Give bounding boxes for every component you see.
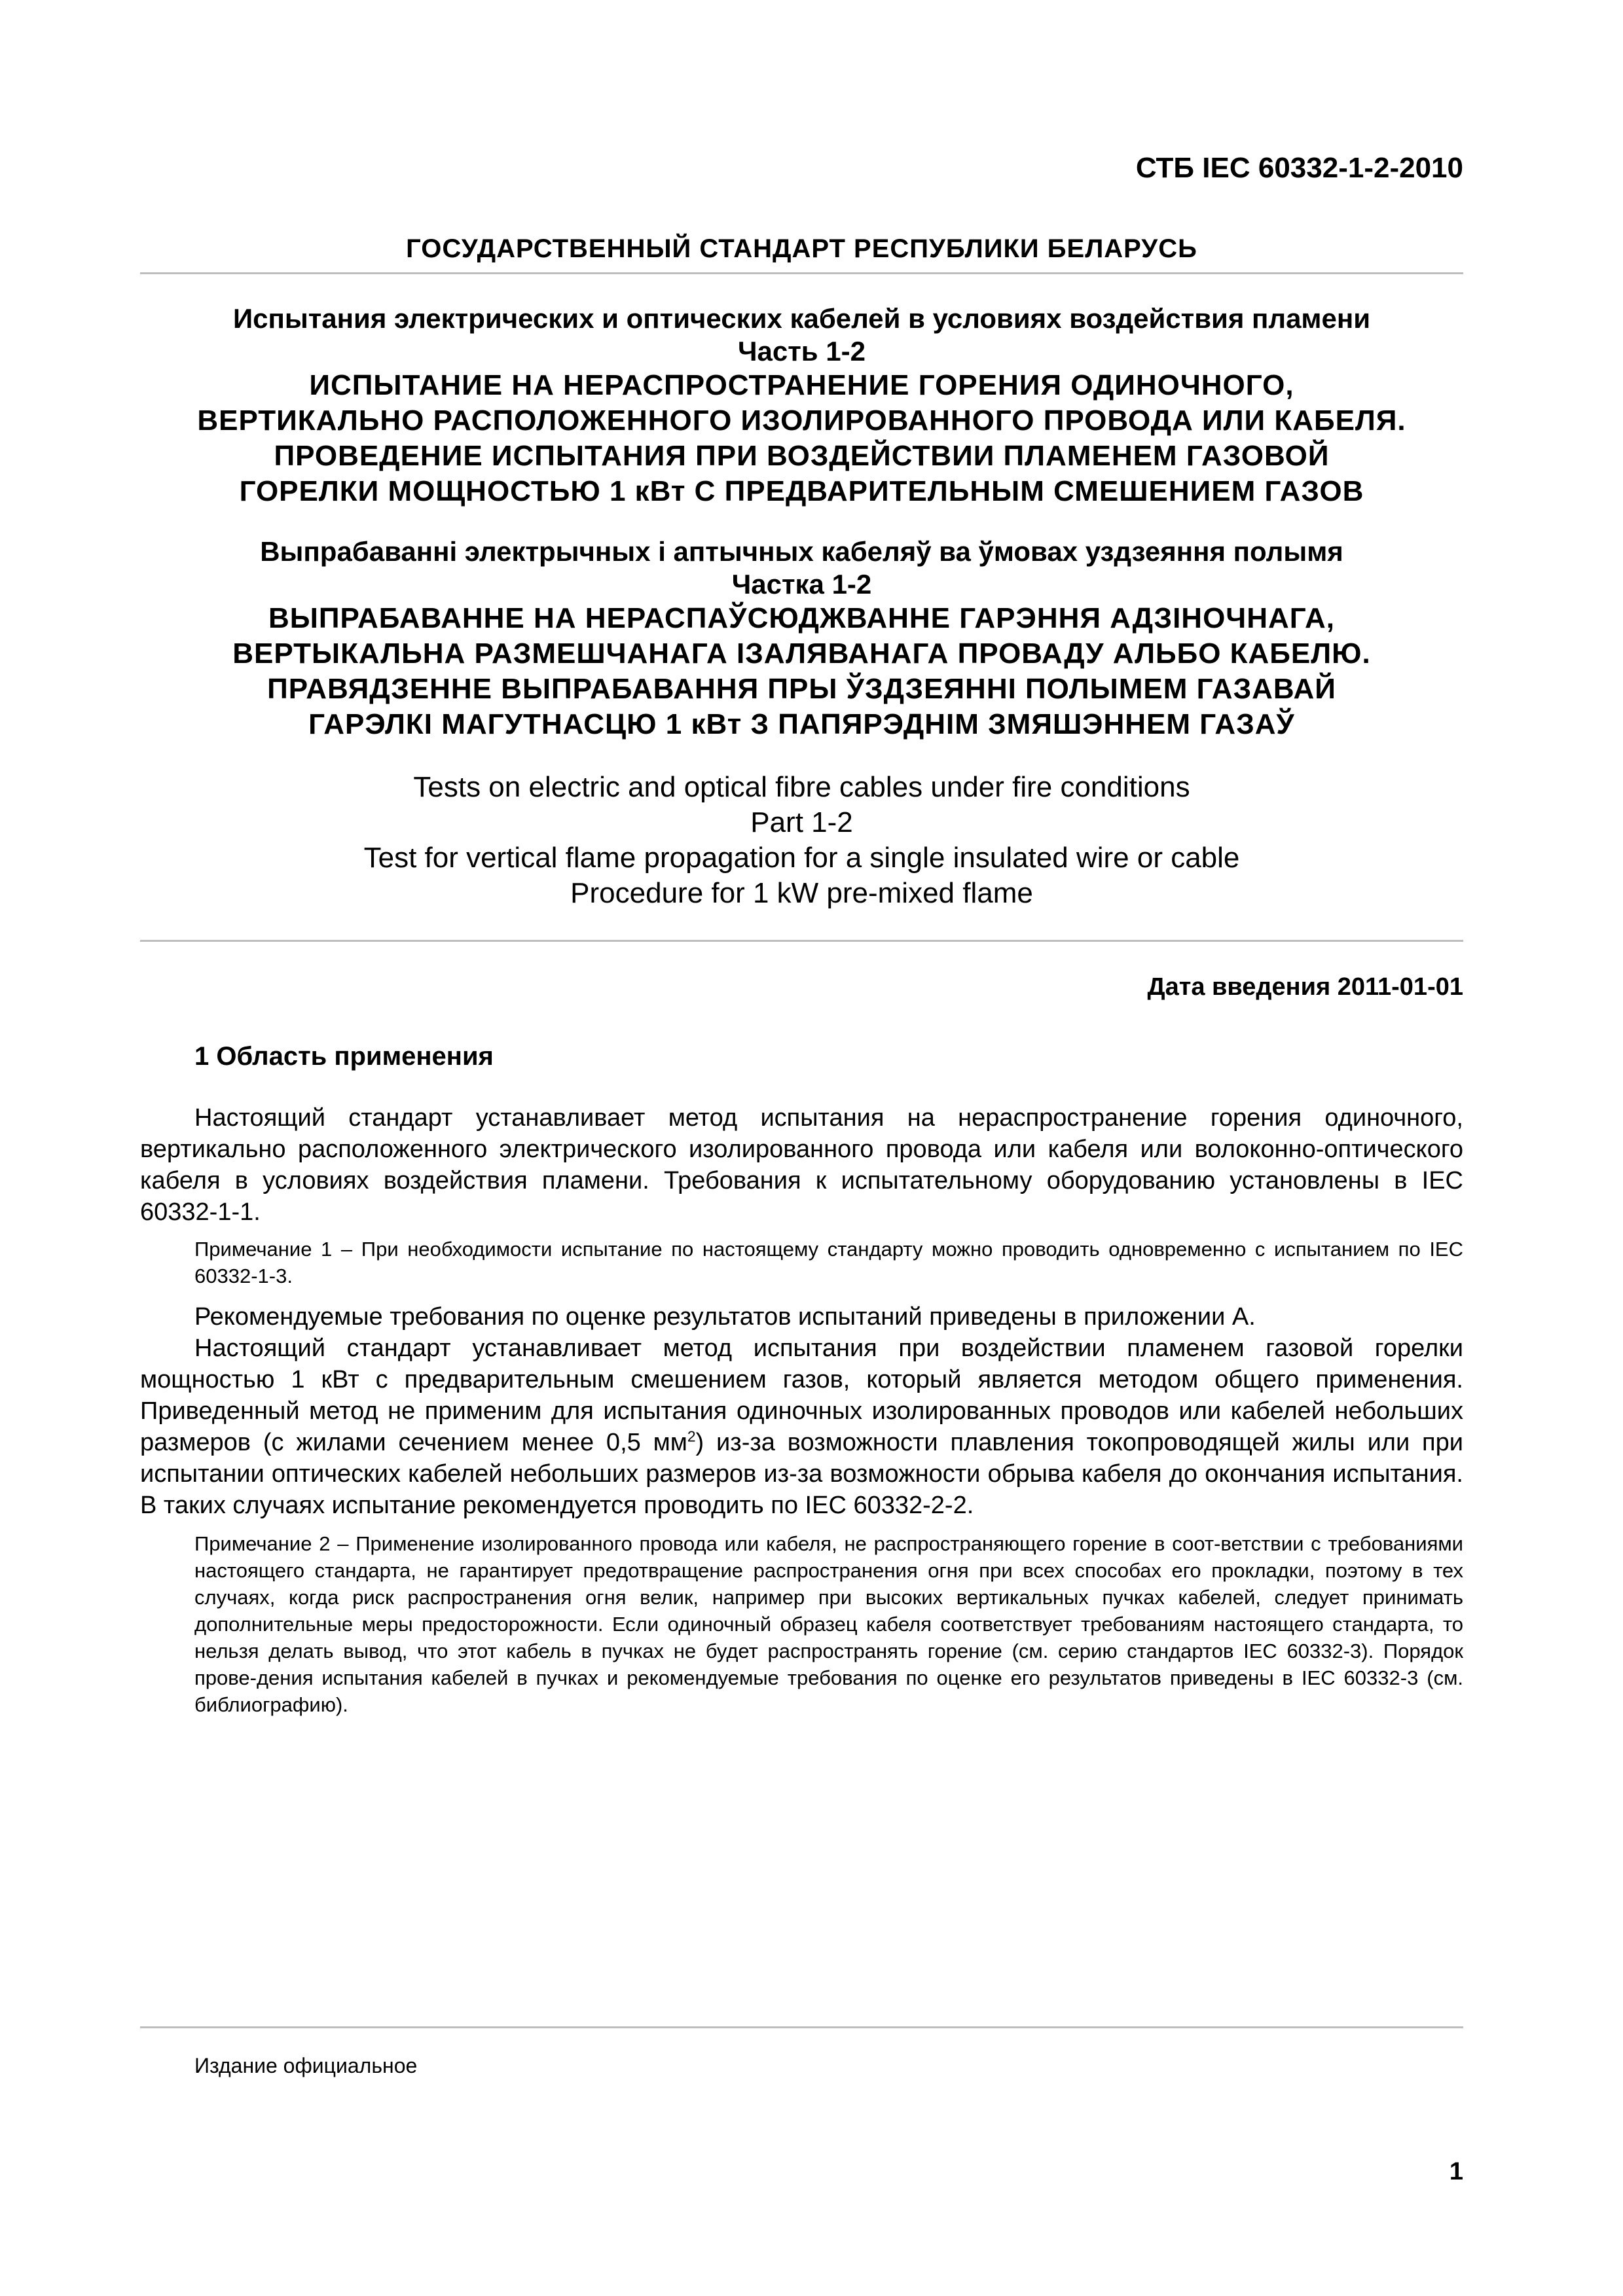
title-ru-line: ГОРЕЛКИ МОЩНОСТЬЮ 1 кВт С ПРЕДВАРИТЕЛЬНЫМ СМЕШЕНИЕМ ГАЗОВ bbox=[239, 475, 1364, 507]
paragraph-text: ) из-за возможности плавления токопроводящей жилы или при испытании оптических кабелей небольших размеров из-за возможности обрыва кабеля до окончания испытания. В таких случаях испытание рекомендуется проводить по IEC 60332-2-2. bbox=[140, 1429, 1463, 1519]
title-be-series: Выпрабаванні электрычных і аптычных кабеляў ва ўмовах уздзеяння полымя bbox=[260, 536, 1343, 567]
title-belarusian bbox=[140, 535, 1463, 742]
note: Примечание 1 – При необходимости испытание по настоящему стандарту можно проводить одновременно с испытанием по IEC 60332-1-3. bbox=[194, 1238, 1463, 1287]
title-en-line: Test for vertical flame propagation for a single insulated wire or cable bbox=[363, 842, 1240, 874]
title-divider bbox=[140, 940, 1463, 942]
title-ru-series: Испытания электрических и оптических кабелей в условиях воздействия пламени bbox=[232, 303, 1371, 334]
title-en-line: Tests on electric and optical fibre cables under fire conditions bbox=[413, 771, 1190, 803]
note: Примечание 2 – Применение изолированного провода или кабеля, не распространяющего горение в соот-ветствии с требованиями настоящего стандарта, не гарантирует предотвращение распространения огня при всех способах его прокладки, поэтому в тех случаях, когда риск распространения огня велик, например при высоких вертикальных пучках кабелей, следует принимать дополнительные меры предосторожности. Если одиночный образец кабеля соответствует требованиям настоящего стандарта, то нельзя делать вывод, что этот кабель в пучках не будет распространять горение (см. серию стандартов IEC 60332-3). Порядок прове-дения испытания кабелей в пучках и рекомендуемые требования по оценке его результатов приведены в IEC 60332-3 (см. библиографию). bbox=[194, 1532, 1463, 1716]
section-heading: 1 Область применения bbox=[194, 1042, 494, 1071]
title-ru-line: ПРОВЕДЕНИЕ ИСПЫТАНИЯ ПРИ ВОЗДЕЙСТВИИ ПЛАМЕНЕМ ГАЗОВОЙ bbox=[274, 440, 1330, 472]
paragraph: Рекомендуемые требования по оценке результатов испытаний приведены в приложении А. bbox=[194, 1303, 1256, 1331]
footer-divider bbox=[140, 2026, 1463, 2028]
title-ru-part: Часть 1-2 bbox=[738, 336, 866, 367]
edition-label: Издание официальное bbox=[194, 2054, 418, 2077]
title-russian bbox=[140, 302, 1463, 509]
title-be-part: Частка 1-2 bbox=[731, 569, 872, 600]
state-standard-heading: ГОСУДАРСТВЕННЫЙ СТАНДАРТ РЕСПУБЛИКИ БЕЛАРУСЬ bbox=[406, 234, 1197, 263]
title-be-line: ВЫПРАБАВАННЕ НА НЕРАСПАЎСЮДЖВАННЕ ГАРЭННЯ АДЗІНОЧНАГА, bbox=[268, 602, 1335, 634]
title-english bbox=[140, 770, 1463, 911]
paragraph bbox=[140, 1333, 1463, 1521]
title-en-line: Part 1-2 bbox=[750, 806, 853, 838]
title-ru-line: ВЕРТИКАЛЬНО РАСПОЛОЖЕННОГО ИЗОЛИРОВАННОГО ПРОВОДА ИЛИ КАБЕЛЯ. bbox=[197, 404, 1406, 437]
paragraph: Настоящий стандарт устанавливает метод испытания на нераспространение горения одиночного, вертикально расположенного электрического изолированного провода или кабеля или волоконно-оптического кабеля в условиях воздействия пламени. Требования к испытательному оборудованию установлены в IEC 60332-1-1. bbox=[140, 1104, 1463, 1226]
title-be-line: ПРАВЯДЗЕННЕ ВЫПРАБАВАННЯ ПРЫ ЎЗДЗЕЯННІ ПОЛЫМЕМ ГАЗАВАЙ bbox=[267, 673, 1336, 705]
superscript: 2 bbox=[687, 1427, 696, 1445]
title-be-line: ВЕРТЫКАЛЬНА РАЗМЕШЧАНАГА ІЗАЛЯВАНАГА ПРОВАДУ АЛЬБО КАБЕЛЮ. bbox=[232, 637, 1371, 670]
paragraph-text: Настоящий стандарт устанавливает метод испытания при воздействии пламенем газовой горелки мощностью 1 кВт с предварительным смешением газов, который является методом общего применения. Приведенный метод не применим для испытания одиночных изолированных проводов или кабелей небольших размеров (с жилами сечением менее 0,5 мм bbox=[140, 1335, 1463, 1456]
top-divider bbox=[140, 272, 1463, 274]
title-en-line: Procedure for 1 kW pre-mixed flame bbox=[570, 877, 1033, 909]
title-be-line: ГАРЭЛКІ МАГУТНАСЦЮ 1 кВт З ПАПЯРЭДНІМ ЗМЯШЭННЕМ ГАЗАЎ bbox=[308, 708, 1295, 740]
page-number: 1 bbox=[1449, 2158, 1463, 2185]
title-ru-line: ИСПЫТАНИЕ НА НЕРАСПРОСТРАНЕНИЕ ГОРЕНИЯ ОДИНОЧНОГО, bbox=[309, 369, 1294, 401]
document-code: СТБ IEC 60332-1-2-2010 bbox=[1135, 152, 1463, 184]
introduction-date: Дата введения 2011-01-01 bbox=[1147, 973, 1463, 1001]
